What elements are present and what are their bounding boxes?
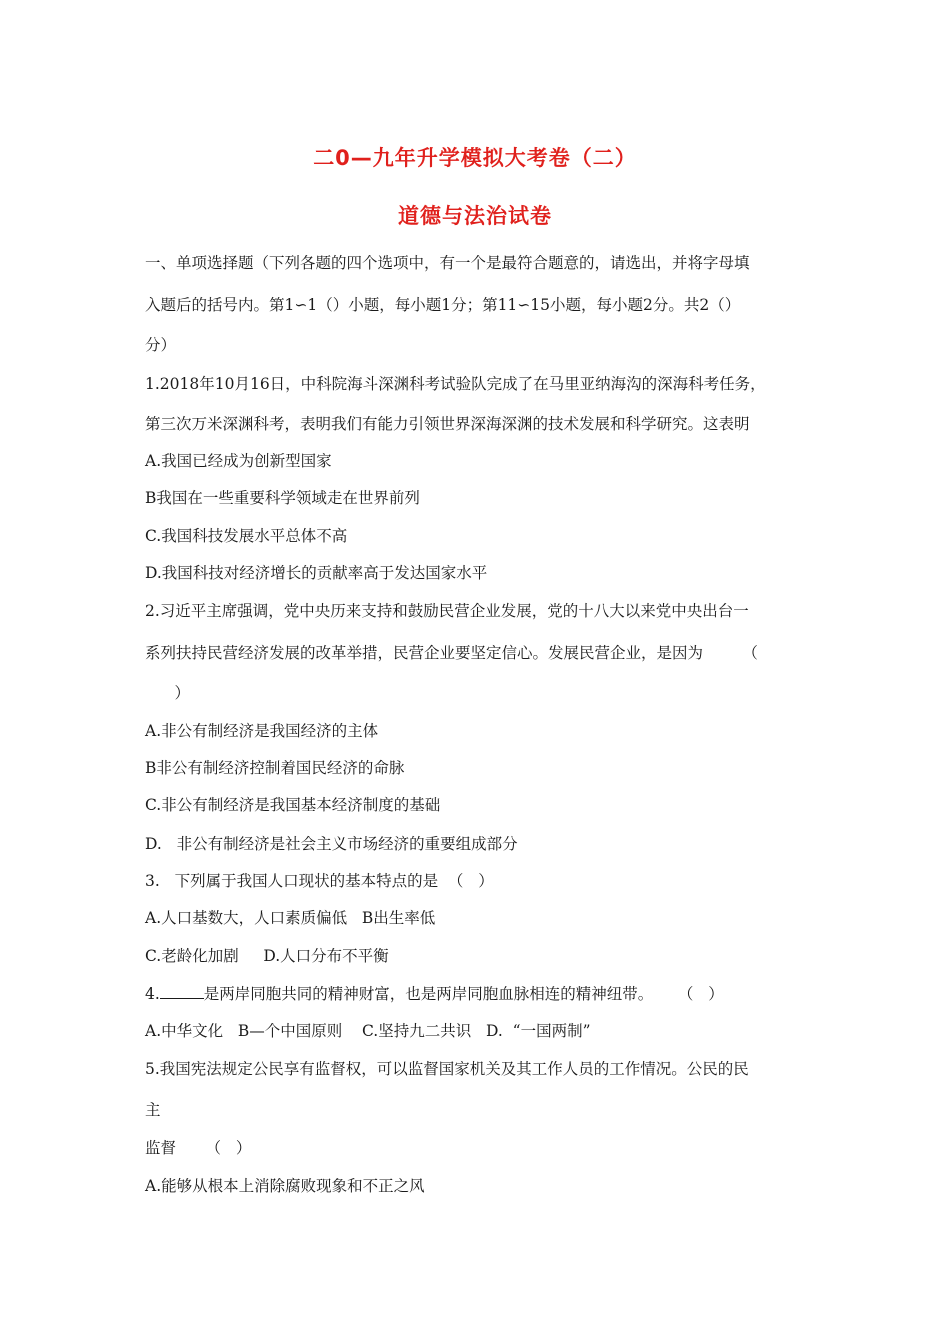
text-line: D. 非公有制经济是社会主义市场经济的重要组成部分 — [145, 835, 518, 853]
text-line: 一、单项选择题（下列各题的四个选项中，有一个是最符合题意的，请选出，并将字母填 — [145, 254, 750, 272]
text-line: C.非公有制经济是我国基本经济制度的基础 — [145, 796, 441, 814]
text-line: D.我国科技对经济增长的贡献率高于发达国家水平 — [145, 564, 488, 582]
text-line: C.老龄化加剧 D.人口分布不平衡 — [145, 947, 389, 965]
text-line: 3. 下列属于我国人口现状的基本特点的是 （ ） — [145, 872, 494, 890]
question-number: 4. — [145, 985, 160, 1003]
text-line: 分） — [145, 336, 177, 354]
answer-blank — [160, 984, 204, 999]
text-line: B我国在一些重要科学领域走在世界前列 — [145, 489, 420, 507]
text-line: 第三次万米深渊科考，表明我们有能力引领世界深海深渊的技术发展和科学研究。这表明 — [145, 415, 750, 433]
question-4-line — [145, 984, 724, 1004]
question-text: 是两岸同胞共同的精神财富，也是两岸同胞血脉相连的精神纽带。 （ ） — [203, 985, 724, 1003]
text-line: 1.2018年10月16日，中科院海斗深渊科考试验队完成了在马里亚纳海沟的深海科考任务， — [145, 375, 766, 393]
text-line: ） — [145, 684, 191, 702]
text-line: B非公有制经济控制着国民经济的命脉 — [145, 759, 405, 777]
text-line: C.我国科技发展水平总体不高 — [145, 527, 348, 545]
text-line: A.中华文化 B—个中国原则 C.坚持九二共识 D. “一国两制” — [145, 1022, 591, 1040]
text-line: 监督 （ ） — [145, 1139, 252, 1157]
text-line: A.我国已经成为创新型国家 — [145, 452, 332, 470]
text-line: 系列扶持民营经济发展的改革举措，民营企业要坚定信心。发展民营企业，是因为 （ — [145, 644, 758, 662]
text-line: 2.习近平主席强调，党中央历来支持和鼓励民营企业发展，党的十八大以来党中央出台一 — [145, 602, 749, 620]
page-subtitle: 道德与法治试卷 — [398, 204, 552, 228]
text-line: 5.我国宪法规定公民享有监督权，可以监督国家机关及其工作人员的工作情况。公民的民 — [145, 1060, 749, 1078]
text-line: A.非公有制经济是我国经济的主体 — [145, 722, 379, 740]
text-line: 入题后的括号内。第1∽1（）小题，每小题1分；第11∽15小题，每小题2分。共2（） — [145, 296, 741, 314]
text-line: 主 — [145, 1101, 161, 1119]
text-line: A.人口基数大，人口素质偏低 B出生率低 — [145, 909, 436, 927]
page-title: 二0—九年升学模拟大考卷（二） — [313, 146, 637, 170]
text-line: A.能够从根本上消除腐败现象和不正之风 — [145, 1177, 425, 1195]
